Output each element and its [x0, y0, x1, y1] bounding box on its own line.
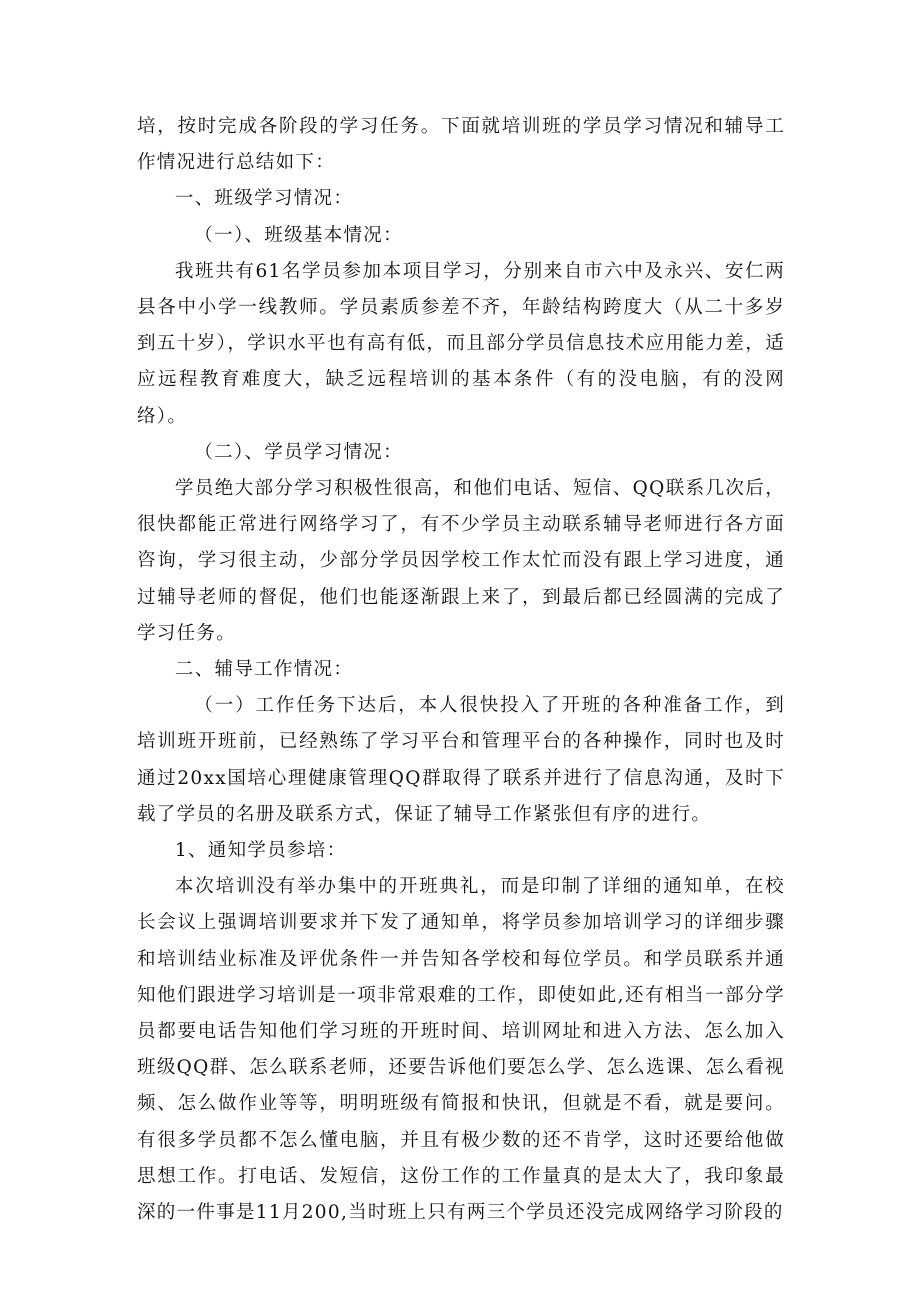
paragraph-notify-students: 本次培训没有举办集中的开班典礼，而是印制了详细的通知单，在校长会议上强调培训要求并下发了通知单，将学员参加培训学习的详细步骤和培训结业标准及评优条件一并告知各学校和每位学员。和学员联系并通知他们跟进学习培训是一项非常艰难的工作，即使如此,还有相当一部分学员都要电话告知他们学习班的开班时间、培训网址和进入方法、怎么加入班级QQ群、怎么联系老师，还要告诉他们要怎么学、怎么选课、怎么看视频、怎么做作业等等，明明班级有简报和快讯，但就是不看，就是要问。有很多学员都不怎么懂电脑，并且有极少数的还不肯学，这时还要给他做思想工作。打电话、发短信，这份工作的工作量真的是太大了，我印象最深的一件事是11月200,当时班上只有两三个学员还没完成网络学习阶段的: [137, 876, 785, 1224]
subheading-class-basic-info: （一）、班级基本情况：: [194, 224, 403, 246]
heading-tutoring-work: 二、辅导工作情况：: [174, 659, 354, 681]
subheading-notify-students: 1、通知学员参培：: [174, 840, 347, 862]
paragraph-intro-continuation: 培，按时完成各阶段的学习任务。下面就培训班的学员学习情况和辅导工作情况进行总结如下：: [137, 116, 785, 174]
subheading-student-study: （二）、学员学习情况：: [194, 441, 403, 463]
paragraph-class-basic-info: 我班共有61名学员参加本项目学习，分别来自市六中及永兴、安仁两县各中小学一线教师。学员素质参差不齐，年龄结构跨度大（从二十多岁到五十岁），学识水平也有高有低，而且部分学员信息技术应用能力差，适应远程教育难度大，缺乏远程培训的基本条件（有的没电脑，有的没网络）。: [137, 260, 785, 427]
heading-class-study: 一、班级学习情况：: [174, 188, 354, 210]
document-body: [137, 109, 785, 1231]
paragraph-tutoring-preparation: （一）工作任务下达后，本人很快投入了开班的各种准备工作，到培训班开班前，已经熟练了学习平台和管理平台的各种操作，同时也及时通过20xx国培心理健康管理QQ群取得了联系并进行了信息沟通，及时下载了学员的名册及联系方式，保证了辅导工作紧张但有序的进行。: [137, 695, 785, 825]
paragraph-student-study: 学员绝大部分学习积极性很高，和他们电话、短信、QQ联系几次后，很快都能正常进行网络学习了，有不少学员主动联系辅导老师进行各方面咨询，学习很主动，少部分学员因学校工作太忙而没有跟上学习进度，通过辅导老师的督促，他们也能逐渐跟上来了，到最后都已经圆满的完成了学习任务。: [137, 478, 785, 644]
